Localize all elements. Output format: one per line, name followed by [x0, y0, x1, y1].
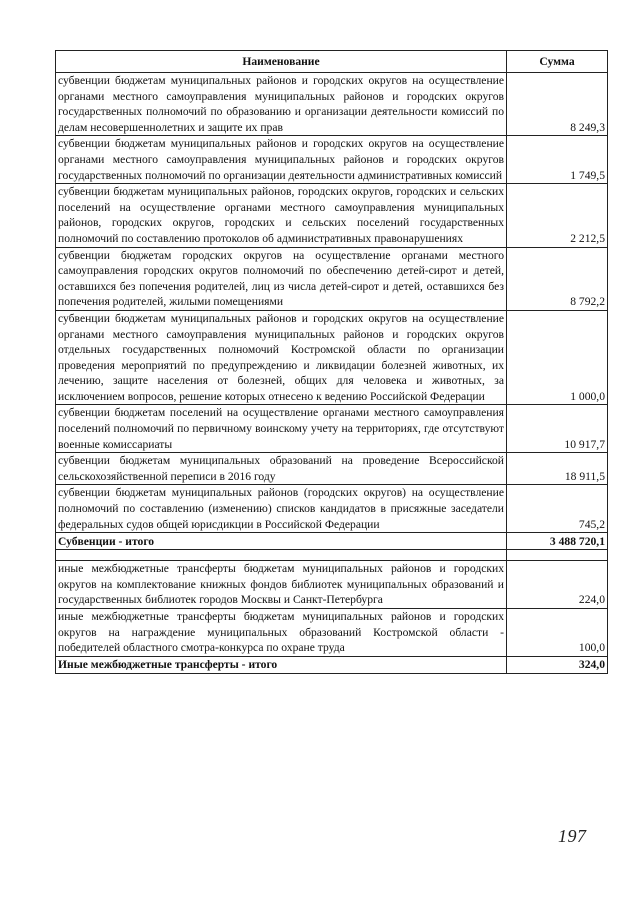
- row-amount: 1 000,0: [507, 310, 608, 405]
- page-number: 197: [558, 826, 587, 846]
- spacer-row: [56, 550, 608, 561]
- row-name: иные межбюджетные трансферты бюджетам муниципальных районов и городских округов на награждение муниципальных образований Костромской области - победителей областного смотра-конкурса по охране труда: [56, 609, 507, 657]
- table-row: [56, 247, 608, 310]
- total-amount: 3 488 720,1: [507, 533, 608, 550]
- table-row: [56, 453, 608, 485]
- table-row: [56, 561, 608, 609]
- row-amount: 1 749,5: [507, 136, 608, 184]
- row-name: субвенции бюджетам муниципальных районов, городских округов, городских и сельских поселений на осуществление органами местного самоуправления муниципальных районов, городских округов, городских и сельских поселений государственных полномочий по составлению протоколов об административных правонарушениях: [56, 184, 507, 247]
- header-amount: Сумма: [507, 51, 608, 73]
- row-name: иные межбюджетные трансферты бюджетам муниципальных районов и городских округов на комплектование книжных фондов библиотек муниципальных образований и государственных библиотек городов Москвы и Санкт-Петербурга: [56, 561, 507, 609]
- spacer-cell: [56, 550, 507, 561]
- row-name: субвенции бюджетам муниципальных районов и городских округов на осуществление органами местного самоуправления муниципальных районов и городских округов отдельных государственных полномочий Костромской области по организации проведения мероприятий по предупреждению и ликвидации болезней животных, их лечению, защите населения от болезней, общих для человека и животных, за исключением вопросов, решение которых отнесено к ведению Российской Федерации: [56, 310, 507, 405]
- row-name: субвенции бюджетам городских округов на осуществление органами местного самоуправления городских округов полномочий по обеспечению детей-сирот и детей, оставшихся без попечения родителей, лиц из числа детей-сирот и детей, оставшихся без попечения родителей, жилыми помещениями: [56, 247, 507, 310]
- total-amount: 324,0: [507, 656, 608, 673]
- row-amount: 224,0: [507, 561, 608, 609]
- table-row: [56, 405, 608, 453]
- row-name: субвенции бюджетам муниципальных районов и городских округов на осуществление органами местного самоуправления муниципальных районов и городских округов государственных полномочий по организации деятельности административных комиссий: [56, 136, 507, 184]
- table-header-row: [56, 51, 608, 73]
- spacer-cell: [507, 550, 608, 561]
- table-row: [56, 136, 608, 184]
- table-row: [56, 184, 608, 247]
- row-amount: 10 917,7: [507, 405, 608, 453]
- header-name: Наименование: [56, 51, 507, 73]
- row-amount: 8 249,3: [507, 73, 608, 136]
- table-row: [56, 485, 608, 533]
- row-name: субвенции бюджетам муниципальных районов (городских округов) на осуществление полномочий по составлению (изменению) списков кандидатов в присяжные заседатели федеральных судов общей юрисдикции в Российской Федерации: [56, 485, 507, 533]
- table-row: [56, 73, 608, 136]
- row-name: субвенции бюджетам муниципальных образований на проведение Всероссийской сельскохозяйственной переписи в 2016 году: [56, 453, 507, 485]
- table-row: [56, 310, 608, 405]
- row-amount: 100,0: [507, 609, 608, 657]
- row-amount: 8 792,2: [507, 247, 608, 310]
- row-amount: 745,2: [507, 485, 608, 533]
- row-name: субвенции бюджетам муниципальных районов и городских округов на осуществление органами местного самоуправления муниципальных районов и городских округов государственных полномочий по образованию и организации деятельности комиссий по делам несовершеннолетних и защите их прав: [56, 73, 507, 136]
- subventions-total-row: [56, 533, 608, 550]
- total-label: Иные межбюджетные трансферты - итого: [56, 656, 507, 673]
- budget-table: [55, 50, 608, 674]
- total-label: Субвенции - итого: [56, 533, 507, 550]
- row-name: субвенции бюджетам поселений на осуществление органами местного самоуправления поселений полномочий по первичному воинскому учету на территориях, где отсутствуют военные комиссариаты: [56, 405, 507, 453]
- other-transfers-total-row: [56, 656, 608, 673]
- table-row: [56, 609, 608, 657]
- row-amount: 18 911,5: [507, 453, 608, 485]
- row-amount: 2 212,5: [507, 184, 608, 247]
